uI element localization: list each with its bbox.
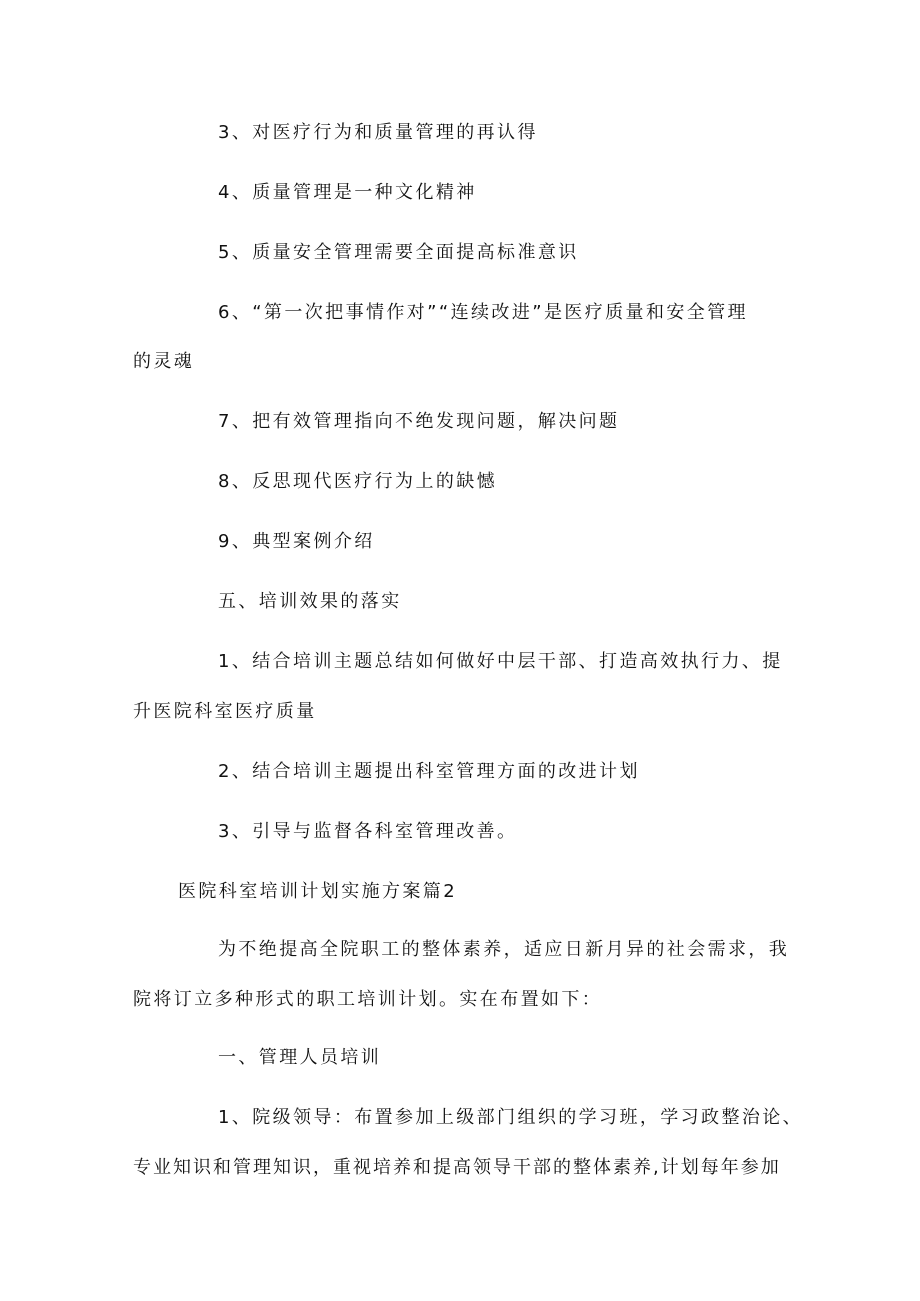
list-item: 1、结合培训主题总结如何做好中层干部、打造高效执行力、提 [218, 651, 783, 672]
paragraph-continuation: 院将订立多种形式的职工培训计划。实在布置如下： [133, 989, 603, 1010]
list-item: 6、“第一次把事情作对”“连续改进”是医疗质量和安全管理 [218, 302, 748, 323]
list-item: 2、结合培训主题提出科室管理方面的改进计划 [218, 761, 640, 782]
list-item: 5、质量安全管理需要全面提高标准意识 [218, 242, 579, 263]
list-item: 1、院级领导：布置参加上级部门组织的学习班，学习政整治论、 [218, 1107, 804, 1128]
list-item: 9、典型案例介绍 [218, 531, 375, 552]
list-item: 7、把有效管理指向不绝发现问题，解决问题 [218, 411, 620, 432]
list-item-continuation: 专业知识和管理知识，重视培养和提高领导干部的整体素养,计划每年参加 [133, 1157, 781, 1178]
paragraph: 为不绝提高全院职工的整体素养，适应日新月异的社会需求，我 [218, 939, 790, 960]
list-item: 3、引导与监督各科室管理改善。 [218, 821, 518, 842]
section-heading: 一、管理人员培训 [218, 1047, 382, 1068]
section-heading: 五、培训效果的落实 [218, 591, 402, 612]
list-item-continuation: 的灵魂 [133, 351, 195, 372]
list-item-continuation: 升医院科室医疗质量 [133, 701, 317, 722]
list-item: 8、反思现代医疗行为上的缺憾 [218, 471, 498, 492]
list-item: 3、对医疗行为和质量管理的再认得 [218, 122, 538, 143]
list-item: 4、质量管理是一种文化精神 [218, 182, 477, 203]
document-title: 医院科室培训计划实施方案篇2 [178, 881, 458, 902]
